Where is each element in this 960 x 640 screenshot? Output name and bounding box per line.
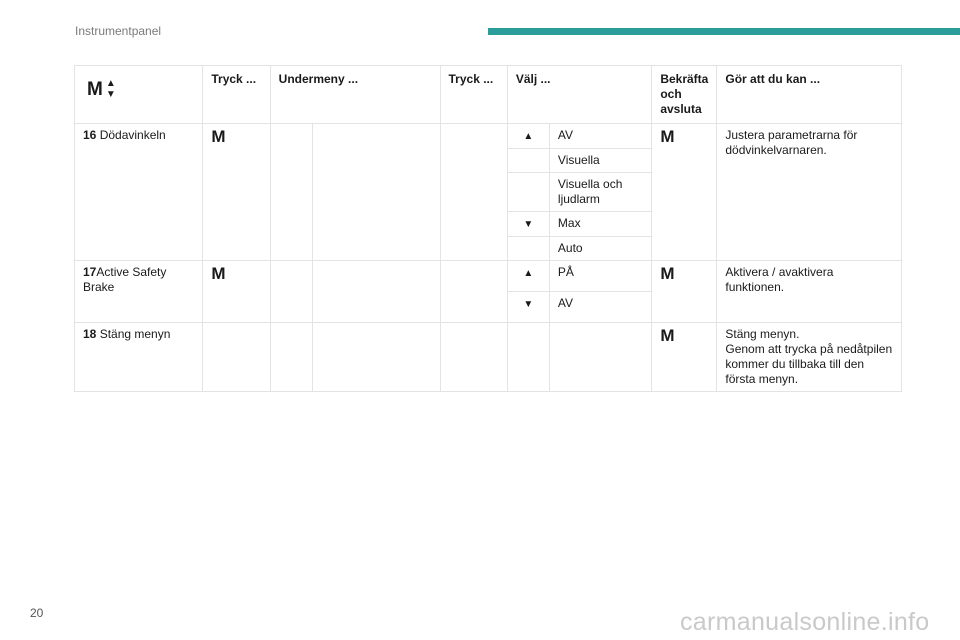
- column-header: Bekräfta och avsluta: [652, 66, 717, 124]
- option-value: AV: [549, 292, 651, 323]
- row-label: 17Active Safety Brake: [75, 261, 203, 323]
- menu-button-icon: M: [660, 127, 675, 146]
- column-header: Välj ...: [507, 66, 652, 124]
- column-header: Gör att du kan ...: [717, 66, 902, 124]
- confirm-cell: [652, 323, 717, 392]
- header-menu-icon-cell: [75, 66, 203, 124]
- row-description: Aktivera / avaktivera funktionen.: [717, 261, 902, 323]
- down-arrow-icon: ▼: [523, 299, 534, 310]
- table-row: [75, 323, 902, 392]
- table-row: [75, 261, 902, 292]
- option-value: Max: [549, 212, 651, 237]
- option-value: AV: [549, 124, 651, 149]
- press-cell: [203, 261, 270, 323]
- menu-button-with-arrows-icon: M ▲ ▼: [87, 78, 116, 100]
- row-label: 16 Dödavinkeln: [75, 124, 203, 261]
- option-value: Visuella: [549, 149, 651, 173]
- confirm-cell: [652, 124, 717, 261]
- press-cell: [203, 124, 270, 261]
- option-value: Auto: [549, 237, 651, 261]
- page-header-title: Instrumentpanel: [75, 24, 162, 38]
- menu-button-icon: M: [660, 326, 675, 345]
- down-arrow-icon: ▼: [105, 89, 116, 100]
- option-value: Visuella och ljudlarm: [549, 173, 651, 212]
- menu-settings-table: [74, 65, 902, 392]
- confirm-cell: [652, 261, 717, 323]
- column-header: Undermeny ...: [270, 66, 440, 124]
- up-arrow-icon: ▲: [523, 268, 534, 279]
- menu-button-icon: M: [211, 127, 226, 146]
- row-description: Stäng menyn. Genom att trycka på nedåtpilen kommer du tillbaka till den första menyn.: [717, 323, 902, 392]
- watermark: carmanualsonline.info: [680, 608, 930, 636]
- page-number: 20: [30, 606, 44, 620]
- column-header: Tryck ...: [440, 66, 507, 124]
- row-description: Justera parametrarna för dödvinkelvarnaren.: [717, 124, 902, 261]
- menu-button-icon: M: [660, 264, 675, 283]
- table-header-row: [75, 66, 902, 124]
- row-label: 18 Stäng menyn: [75, 323, 203, 392]
- header-accent-bar: [488, 28, 960, 35]
- up-arrow-icon: ▲: [523, 131, 534, 142]
- option-value: PÅ: [549, 261, 651, 292]
- down-arrow-icon: ▼: [523, 219, 534, 230]
- column-header: Tryck ...: [203, 66, 270, 124]
- menu-button-icon: M: [211, 264, 226, 283]
- up-arrow-icon: ▲: [105, 78, 116, 89]
- table-row: [75, 124, 902, 149]
